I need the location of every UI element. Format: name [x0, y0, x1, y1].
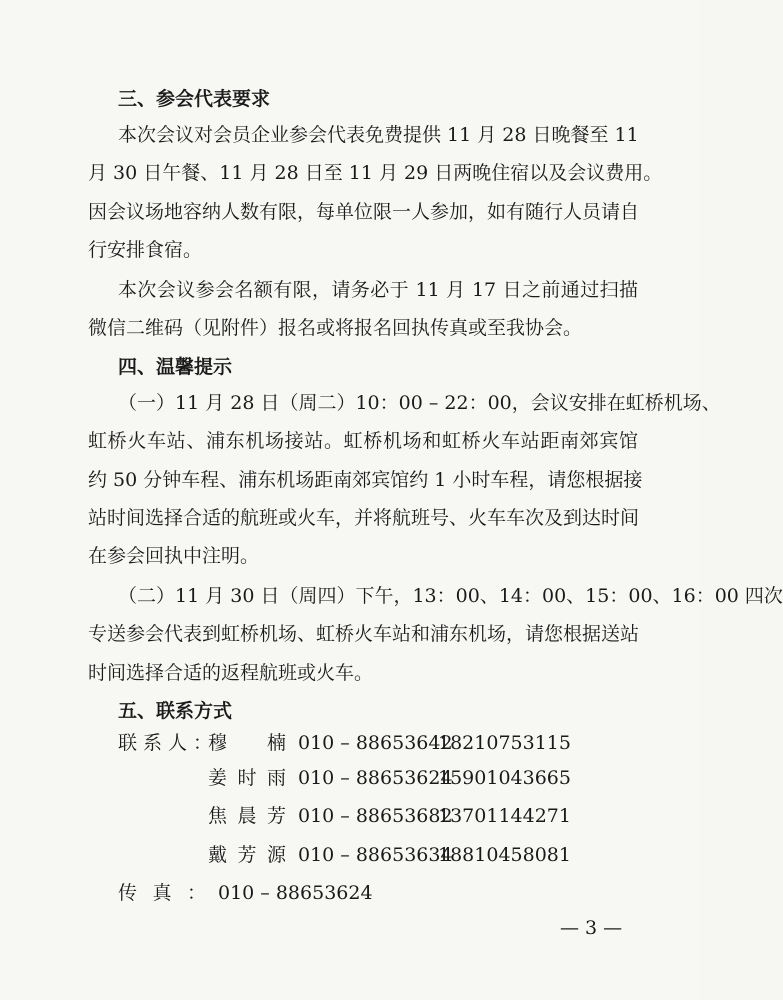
section-heading-4: 四、温馨提示 [118, 356, 233, 378]
contact-row [0, 763, 700, 793]
contact-phone: 010 – 88653634 [298, 844, 453, 866]
page-number: — 3 — [560, 917, 623, 939]
paragraph-line: 约 50 分钟车程、浦东机场距南郊宾馆约 1 小时车程，请您根据接 [88, 469, 643, 491]
section-heading-3: 三、参会代表要求 [118, 88, 271, 110]
paragraph-line: 微信二维码（见附件）报名或将报名回执传真或至我协会。 [88, 317, 583, 339]
paragraph-line: 站时间选择合适的航班或火车，并将航班号、火车车次及到达时间 [88, 507, 640, 529]
contact-mobile: 13701144271 [438, 805, 571, 827]
contact-mobile: 18810458081 [438, 844, 571, 866]
paragraph-line: 行安排食宿。 [88, 239, 203, 261]
paragraph-line: 本次会议参会名额有限，请务必于 11 月 17 日之前通过扫描 [118, 279, 638, 301]
contact-row [0, 801, 700, 831]
contact-name: 戴芳源 [208, 844, 286, 866]
contact-name: 姜时雨 [208, 767, 286, 789]
paragraph-line: 月 30 日午餐、11 月 28 日至 11 月 29 日两晚住宿以及会议费用。 [88, 162, 663, 184]
paragraph-line: 专送参会代表到虹桥机场、虹桥火车站和浦东机场，请您根据送站 [88, 623, 640, 645]
fax-row [0, 878, 700, 908]
contact-label: 联系人： [118, 732, 219, 754]
paragraph-line: 在参会回执中注明。 [88, 545, 260, 567]
paragraph-line: 时间选择合适的返程航班或火车。 [88, 662, 374, 684]
contact-phone: 010 – 88653682 [298, 805, 453, 827]
fax-number: 010 – 88653624 [218, 882, 373, 904]
paragraph-line: （二）11 月 30 日（周四）下午，13：00、14：00、15：00、16：00 四次 [118, 585, 783, 607]
contact-phone: 010 – 88653642 [298, 732, 453, 754]
fax-label: 传真： [118, 882, 206, 904]
paragraph-line: （一）11 月 28 日（周二）10：00 – 22：00，会议安排在虹桥机场、 [118, 392, 721, 414]
paragraph-line: 虹桥火车站、浦东机场接站。虹桥机场和虹桥火车站距南郊宾馆 [88, 430, 638, 452]
section-heading-5: 五、联系方式 [118, 700, 233, 722]
contact-mobile: 15901043665 [438, 767, 571, 789]
paragraph-line: 本次会议对会员企业参会代表免费提供 11 月 28 日晚餐至 11 [118, 124, 639, 146]
paragraph-line: 因会议场地容纳人数有限，每单位限一人参加，如有随行人员请自 [88, 201, 640, 223]
contact-phone: 010 – 88653624 [298, 767, 453, 789]
contact-mobile: 18210753115 [438, 732, 571, 754]
contact-row [0, 840, 700, 870]
contact-name: 焦晨芳 [208, 805, 286, 827]
contact-name: 穆楠 [208, 732, 286, 754]
contact-row [0, 728, 700, 758]
